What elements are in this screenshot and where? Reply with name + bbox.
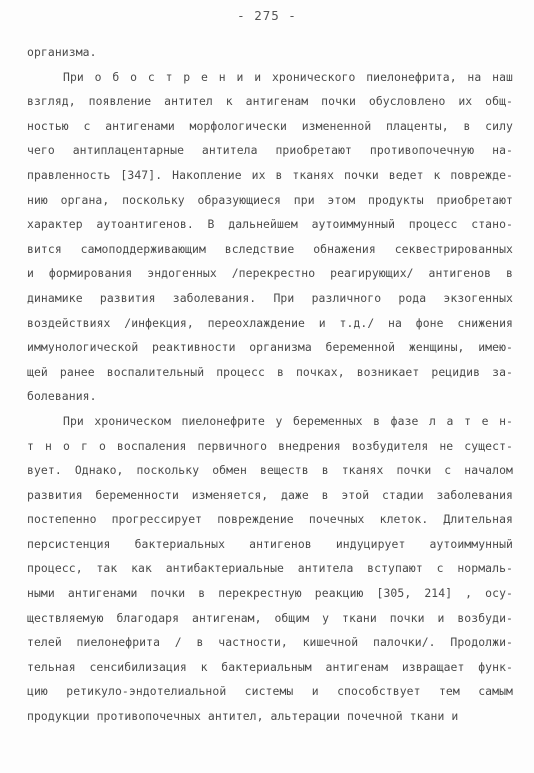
text-line: тельная сенсибилизация к бактериальным антигенам извращает функ-: [27, 659, 513, 674]
text-line: иммунологической реактивности организма беременной женщины, имею-: [27, 340, 513, 355]
text-line: динамике развития заболевания. При различного рода экзогенных: [27, 290, 513, 305]
body-text: [27, 40, 513, 729]
text-line: развития беременности изменяется, даже в этой стадии заболевания: [27, 487, 513, 502]
text-line: воздействиях /инфекция, переохлаждение и т.д./ на фоне снижения: [27, 315, 513, 330]
text-line: ностью с антигенами морфологически измененной плаценты, в силу: [27, 118, 513, 133]
text-line: правленность [347]. Накопление их в тканях почки ведет к поврежде-: [27, 167, 513, 182]
text-line: При хроническом пиелонефрите у беременных в фазе л а т е н-: [63, 413, 513, 428]
page-number: - 275 -: [237, 8, 297, 23]
text-line: вует. Однако, поскольку обмен веществ в тканях почки с началом: [27, 463, 513, 478]
text-line: щей ранее воспалительный процесс в почках, возникает рецидив за-: [27, 364, 513, 379]
text-line: персистенция бактериальных антигенов индуцирует аутоиммунный: [27, 536, 513, 551]
text-line: При о б о с т р е н и и хронического пиелонефрита, на наш: [63, 69, 513, 84]
text-line: продукции противопочечных антител, альтерации почечной ткани и: [27, 709, 459, 724]
text-line: ными антигенами почки в перекрестную реакцию [305, 214] , осу-: [27, 586, 513, 601]
text-line: и формирования эндогенных /перекрестно реагирующих/ антигенов в: [27, 266, 513, 281]
text-line: взгляд, появление антител к антигенам почки обусловлено их общ-: [27, 94, 513, 109]
text-line: болевания.: [27, 389, 97, 404]
text-line: т н о г о воспаления первичного внедрения возбудителя не сущест-: [27, 438, 513, 453]
text-line: чего антиплацентарные антитела приобретают противопочечную на-: [27, 143, 513, 158]
text-line: телей пиелонефрита / в частности, кишечной палочки/. Продолжи-: [27, 635, 513, 650]
text-line: вится самоподдерживающим вследствие обнажения секвестрированных: [27, 241, 513, 256]
text-line: характер аутоантигенов. В дальнейшем аутоиммунный процесс стано-: [27, 217, 513, 232]
text-line: ществляемую благодаря антигенам, общим у ткани почки и возбуди-: [27, 610, 513, 625]
text-line: цию ретикуло-эндотелиальной системы и способствует тем самым: [27, 684, 513, 699]
text-line: нию органа, поскольку образующиеся при этом продукты приобретают: [27, 192, 513, 207]
text-line: постепенно прогрессирует повреждение почечных клеток. Длительная: [27, 512, 513, 527]
text-line: организма.: [27, 45, 97, 59]
text-line: процесс, так как антибактериальные антитела вступают с нормаль-: [27, 561, 513, 576]
